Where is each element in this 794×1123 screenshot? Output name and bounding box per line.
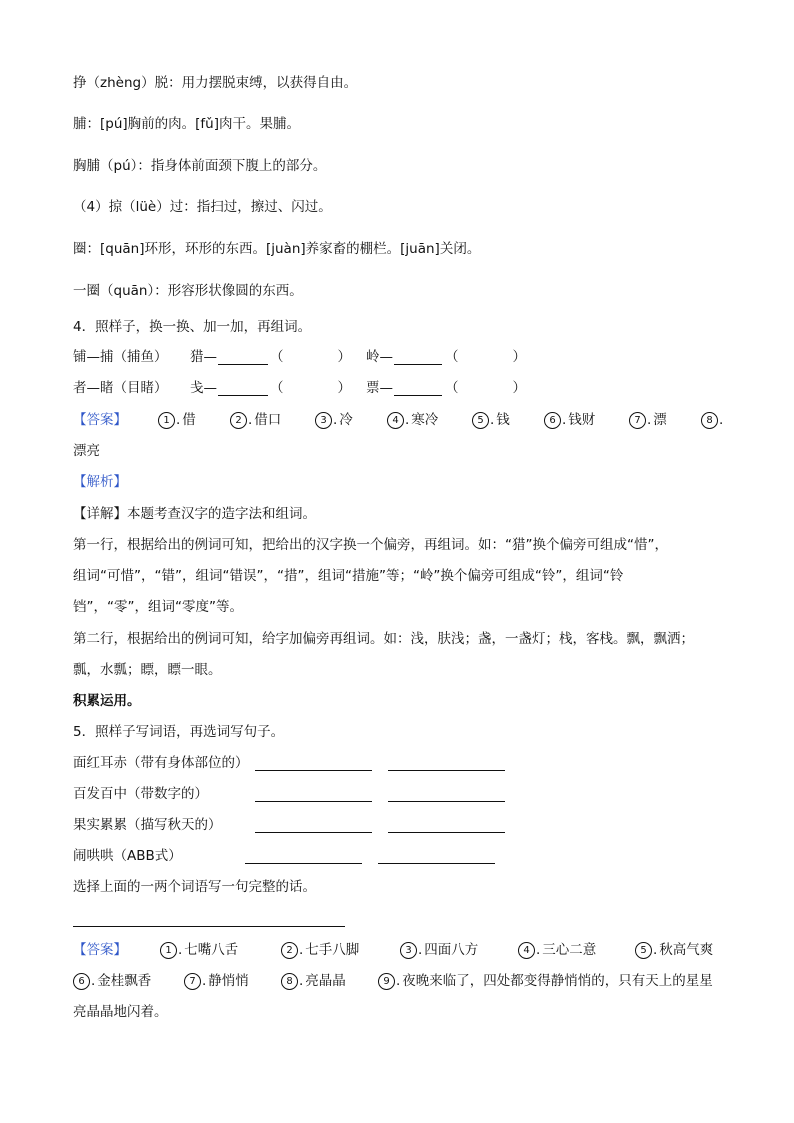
word-prompt: 百发百中（带数字的）: [73, 786, 208, 802]
question-5-title: 5．照样子写词语，再选词写句子。: [73, 724, 285, 740]
answer-continuation: 亮晶晶地闪着。: [73, 1004, 168, 1020]
analysis-label: 【解析】: [73, 474, 127, 490]
answer-item: 5 . 秋高气爽: [635, 941, 713, 959]
answer-item: 6 . 钱财: [544, 411, 595, 429]
definition-line: 挣（zhèng）脱：用力摆脱束缚，以获得自由。: [73, 75, 358, 91]
paren-blank: （ ）: [270, 380, 351, 396]
answer-item: 1 . 七嘴八舌: [160, 941, 238, 959]
paren-blank: （ ）: [445, 349, 526, 365]
char-prompt: 岭—: [366, 349, 393, 365]
paren-blank: （ ）: [270, 349, 351, 365]
answer-item: 2 . 七手八脚: [281, 941, 359, 959]
section-heading: 积累运用。: [73, 693, 141, 709]
answer-blank: [388, 770, 505, 771]
answer-blank: [218, 364, 268, 365]
word-prompt: 果实累累（描写秋天的）: [73, 817, 222, 833]
answer-blank: [394, 364, 442, 365]
word-prompt: 面红耳赤（带有身体部位的）: [73, 755, 249, 771]
detail-line: 【详解】本题考查汉字的造字法和组词。: [73, 506, 316, 522]
char-prompt: 票—: [366, 380, 393, 396]
definition-line: （4）掠（lüè）过：指扫过，擦过、闪过。: [73, 199, 332, 215]
analysis-text: 第二行，根据给出的例词可知，给字加偏旁再组词。如：浅，肤浅；盏，一盏灯；栈，客栈。飘，飘洒；: [73, 631, 694, 647]
analysis-text: 第一行，根据给出的例词可知，把给出的汉字换一个偏旁，再组词。如：“猎”换个偏旁可组成“惜”，: [73, 537, 668, 553]
word-prompt: 闹哄哄（ABB式）: [73, 848, 182, 864]
question-4-title: 4．照样子，换一换、加一加，再组词。: [73, 319, 312, 335]
answer-item: 2 . 借口: [230, 411, 281, 429]
analysis-text: 铛”，“零”，组词“零度”等。: [73, 599, 243, 615]
answer-blank: [218, 395, 268, 396]
answer-blank: [388, 832, 505, 833]
answer-blank: [245, 863, 362, 864]
answer-blank: [394, 395, 442, 396]
sentence-blank: [73, 926, 345, 927]
analysis-text: 组词“可惜”，“错”，组词“错误”，“措”，组词“措施”等；“岭”换个偏旁可组成“铃”，组词“铃: [73, 568, 624, 584]
answer-item: 7 . 漂: [629, 411, 667, 429]
answer-item: 8 .: [701, 411, 723, 429]
example-word: 铺—捕（捕鱼）: [73, 349, 168, 365]
answer-blank: [255, 770, 372, 771]
answer-label: 【答案】: [73, 942, 127, 958]
example-word: 者—睹（目睹）: [73, 380, 168, 396]
answer-item: 5 . 钱: [472, 411, 510, 429]
paren-blank: （ ）: [445, 380, 526, 396]
answer-blank: [378, 863, 495, 864]
answer-blank: [388, 801, 505, 802]
sentence-prompt: 选择上面的一两个词语写一句完整的话。: [73, 879, 316, 895]
definition-line: 圈：[quān]环形，环形的东西。[juàn]养家畜的棚栏。[juān]关闭。: [73, 241, 481, 257]
definition-line: 脯：[pú]胸前的肉。[fǔ]肉干。果脯。: [73, 116, 301, 132]
char-prompt: 戋—: [190, 380, 217, 396]
answer-continuation: 漂亮: [73, 443, 100, 459]
definition-line: 胸脯（pú）：指身体前面颈下腹上的部分。: [73, 158, 327, 174]
answer-item: 1 . 借: [158, 411, 196, 429]
answer-item: 6 . 金桂飘香: [73, 972, 151, 990]
answer-label: 【答案】: [73, 412, 127, 428]
answer-item: 4 . 寒冷: [387, 411, 438, 429]
answer-item: 7 . 静悄悄: [184, 972, 249, 990]
definition-line: 一圈（quān）：形容形状像圆的东西。: [73, 283, 303, 299]
analysis-text: 瓢，水瓢；瞟，瞟一眼。: [73, 662, 222, 678]
answer-item: 9 . 夜晚来临了，四处都变得静悄悄的，只有天上的星星: [378, 972, 713, 990]
answer-item: 3 . 冷: [315, 411, 353, 429]
answer-item: 8 . 亮晶晶: [281, 972, 346, 990]
answer-blank: [255, 801, 372, 802]
char-prompt: 猎—: [190, 349, 217, 365]
answer-blank: [255, 832, 372, 833]
answer-item: 3 . 四面八方: [400, 941, 478, 959]
answer-item: 4 . 三心二意: [518, 941, 596, 959]
